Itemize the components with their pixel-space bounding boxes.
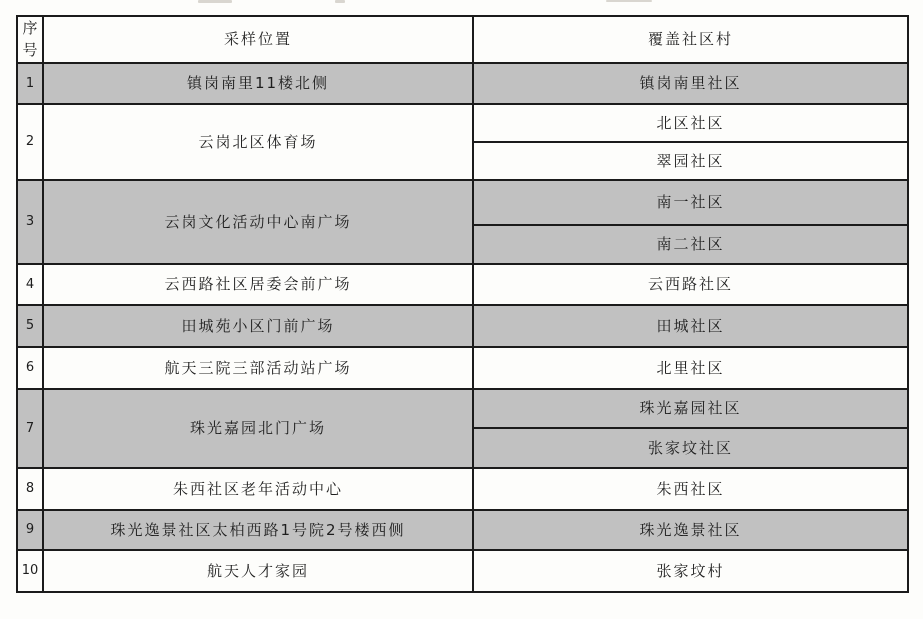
- community-cell: 朱西社区: [473, 468, 908, 510]
- table-row: [17, 104, 908, 142]
- table-row: [17, 305, 908, 347]
- sampling-points-table: [16, 15, 909, 593]
- row-index-cell: 1: [17, 63, 43, 104]
- location-cell: 珠光嘉园北门广场: [43, 389, 473, 468]
- community-cell: 南一社区: [473, 180, 908, 225]
- table-row: [17, 180, 908, 225]
- cropped-title-fragment: [606, 0, 652, 2]
- location-cell: 航天人才家园: [43, 550, 473, 592]
- table-row: [17, 63, 908, 104]
- location-cell: 珠光逸景社区太柏西路1号院2号楼西侧: [43, 510, 473, 550]
- cropped-title-fragment: [335, 0, 345, 3]
- table-row: [17, 347, 908, 389]
- row-index-cell: 4: [17, 264, 43, 305]
- community-cell: 张家坟村: [473, 550, 908, 592]
- community-cell: 田城社区: [473, 305, 908, 347]
- row-index-cell: 8: [17, 468, 43, 510]
- row-index-cell: 2: [17, 104, 43, 180]
- community-cell: 张家坟社区: [473, 428, 908, 468]
- table-row: [17, 468, 908, 510]
- community-cell: 翠园社区: [473, 142, 908, 180]
- community-cell: 珠光逸景社区: [473, 510, 908, 550]
- row-index-cell: 10: [17, 550, 43, 592]
- location-cell: 云岗文化活动中心南广场: [43, 180, 473, 264]
- location-cell: 云岗北区体育场: [43, 104, 473, 180]
- row-index-cell: 6: [17, 347, 43, 389]
- location-cell: 镇岗南里11楼北侧: [43, 63, 473, 104]
- table-row: [17, 510, 908, 550]
- cropped-title-fragment: [198, 0, 232, 3]
- community-cell: 北里社区: [473, 347, 908, 389]
- community-cell: 北区社区: [473, 104, 908, 142]
- table-row: [17, 389, 908, 428]
- community-cell: 珠光嘉园社区: [473, 389, 908, 428]
- community-cell: 镇岗南里社区: [473, 63, 908, 104]
- row-index-cell: 7: [17, 389, 43, 468]
- table-row: [17, 550, 908, 592]
- table-row: [17, 264, 908, 305]
- header-covered-communities: 覆盖社区村: [473, 16, 908, 63]
- row-index-cell: 5: [17, 305, 43, 347]
- table-header-row: [17, 16, 908, 63]
- location-cell: 云西路社区居委会前广场: [43, 264, 473, 305]
- row-index-cell: 9: [17, 510, 43, 550]
- location-cell: 朱西社区老年活动中心: [43, 468, 473, 510]
- community-cell: 云西路社区: [473, 264, 908, 305]
- community-cell: 南二社区: [473, 225, 908, 264]
- header-sampling-location: 采样位置: [43, 16, 473, 63]
- header-index: 序号: [17, 16, 43, 63]
- location-cell: 航天三院三部活动站广场: [43, 347, 473, 389]
- location-cell: 田城苑小区门前广场: [43, 305, 473, 347]
- row-index-cell: 3: [17, 180, 43, 264]
